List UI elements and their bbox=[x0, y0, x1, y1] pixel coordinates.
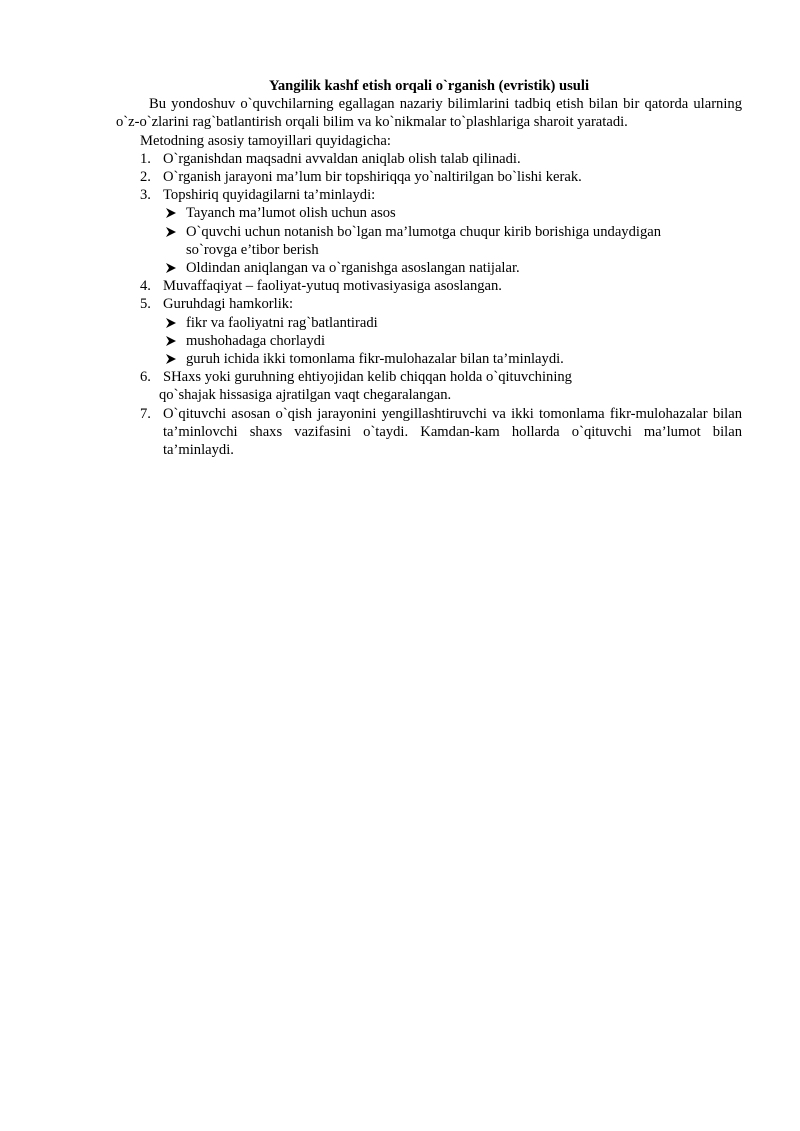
list-item bbox=[116, 405, 742, 460]
item-number: 3. bbox=[140, 187, 151, 204]
item-text: O`qituvchi asosan o`qish jarayonini yengillashtiruvchi va ikki tomonlama fikr-mulohazalar bilan ta’minlovchi shaxs vazifasini o`taydi. Kamdan-kam hollarda o`qituvchi ma’lumot bilan ta’minlaydi. bbox=[163, 405, 742, 459]
principles-lead: Metodning asosiy tamoyillari quyidagicha: bbox=[140, 132, 391, 149]
arrow-bullet-icon bbox=[165, 226, 177, 238]
sub-list-item bbox=[163, 204, 742, 222]
document-title: Yangilik kashf etish orqali o`rganish (evristik) usuli bbox=[268, 78, 590, 94]
arrow-bullet-icon bbox=[165, 353, 177, 365]
item-number: 5. bbox=[140, 296, 151, 313]
list-item bbox=[116, 295, 742, 368]
sub-item-text: Oldindan aniqlangan va o`rganishga asoslangan natijalar. bbox=[186, 260, 520, 277]
item-number: 7. bbox=[140, 405, 151, 422]
sub-list-item bbox=[163, 332, 742, 350]
list-item bbox=[116, 186, 742, 277]
item-text: Topshiriq quyidagilarni ta’minlaydi: bbox=[163, 187, 376, 204]
arrow-bullet-icon bbox=[165, 335, 177, 347]
sub-list bbox=[163, 314, 742, 369]
list-item bbox=[116, 150, 742, 168]
list-item bbox=[116, 168, 742, 186]
item-text: SHaxs yoki guruhning ehtiyojidan kelib chiqqan holda o`qituvchining bbox=[163, 369, 572, 386]
sub-item-text: mushohadaga chorlaydi bbox=[186, 332, 326, 349]
list-item bbox=[116, 368, 742, 404]
arrow-bullet-icon bbox=[165, 262, 177, 274]
item-number: 6. bbox=[140, 369, 151, 386]
principles-list bbox=[116, 150, 742, 459]
sub-item-text: guruh ichida ikki tomonlama fikr-mulohazalar bilan ta’minlaydi. bbox=[186, 351, 564, 368]
item-text-continuation: qo`shajak hissasiga ajratilgan vaqt chegaralangan. bbox=[159, 387, 452, 404]
list-item bbox=[116, 277, 742, 295]
item-number: 4. bbox=[140, 278, 151, 295]
sub-item-text: Tayanch ma’lumot olish uchun asos bbox=[186, 205, 396, 222]
document-body bbox=[116, 77, 742, 459]
sub-list-item bbox=[163, 350, 742, 368]
arrow-bullet-icon bbox=[165, 207, 177, 219]
arrow-bullet-icon bbox=[165, 317, 177, 329]
item-text: Guruhdagi hamkorlik: bbox=[163, 296, 294, 313]
item-text: O`rganish jarayoni ma’lum bir topshiriqqa yo`naltirilgan bo`lishi kerak. bbox=[163, 169, 582, 186]
item-text: O`rganishdan maqsadni avvaldan aniqlab olish talab qilinadi. bbox=[163, 150, 521, 167]
sub-list-item bbox=[163, 314, 742, 332]
item-number: 1. bbox=[140, 150, 151, 167]
intro-paragraph: Bu yondoshuv o`quvchilarning egallagan nazariy bilimlarini tadbiq etish bilan bir qatorda ularning o`z-o`zlarini rag`batlantirish orqali bilim va ko`nikmalar to`plashlariga sharoit yaratadi. bbox=[116, 96, 742, 131]
sub-list-item bbox=[163, 259, 742, 277]
sub-item-text: O`quvchi uchun notanish bo`lgan ma’lumotga chuqur kirib borishiga undaydigan so`rovga e’tibor berish bbox=[186, 223, 662, 258]
item-number: 2. bbox=[140, 169, 151, 186]
sub-list bbox=[163, 204, 742, 277]
item-text: Muvaffaqiyat – faoliyat-yutuq motivasiyasiga asoslangan. bbox=[163, 278, 502, 295]
sub-item-text: fikr va faoliyatni rag`batlantiradi bbox=[186, 314, 378, 331]
sub-list-item bbox=[163, 223, 742, 259]
